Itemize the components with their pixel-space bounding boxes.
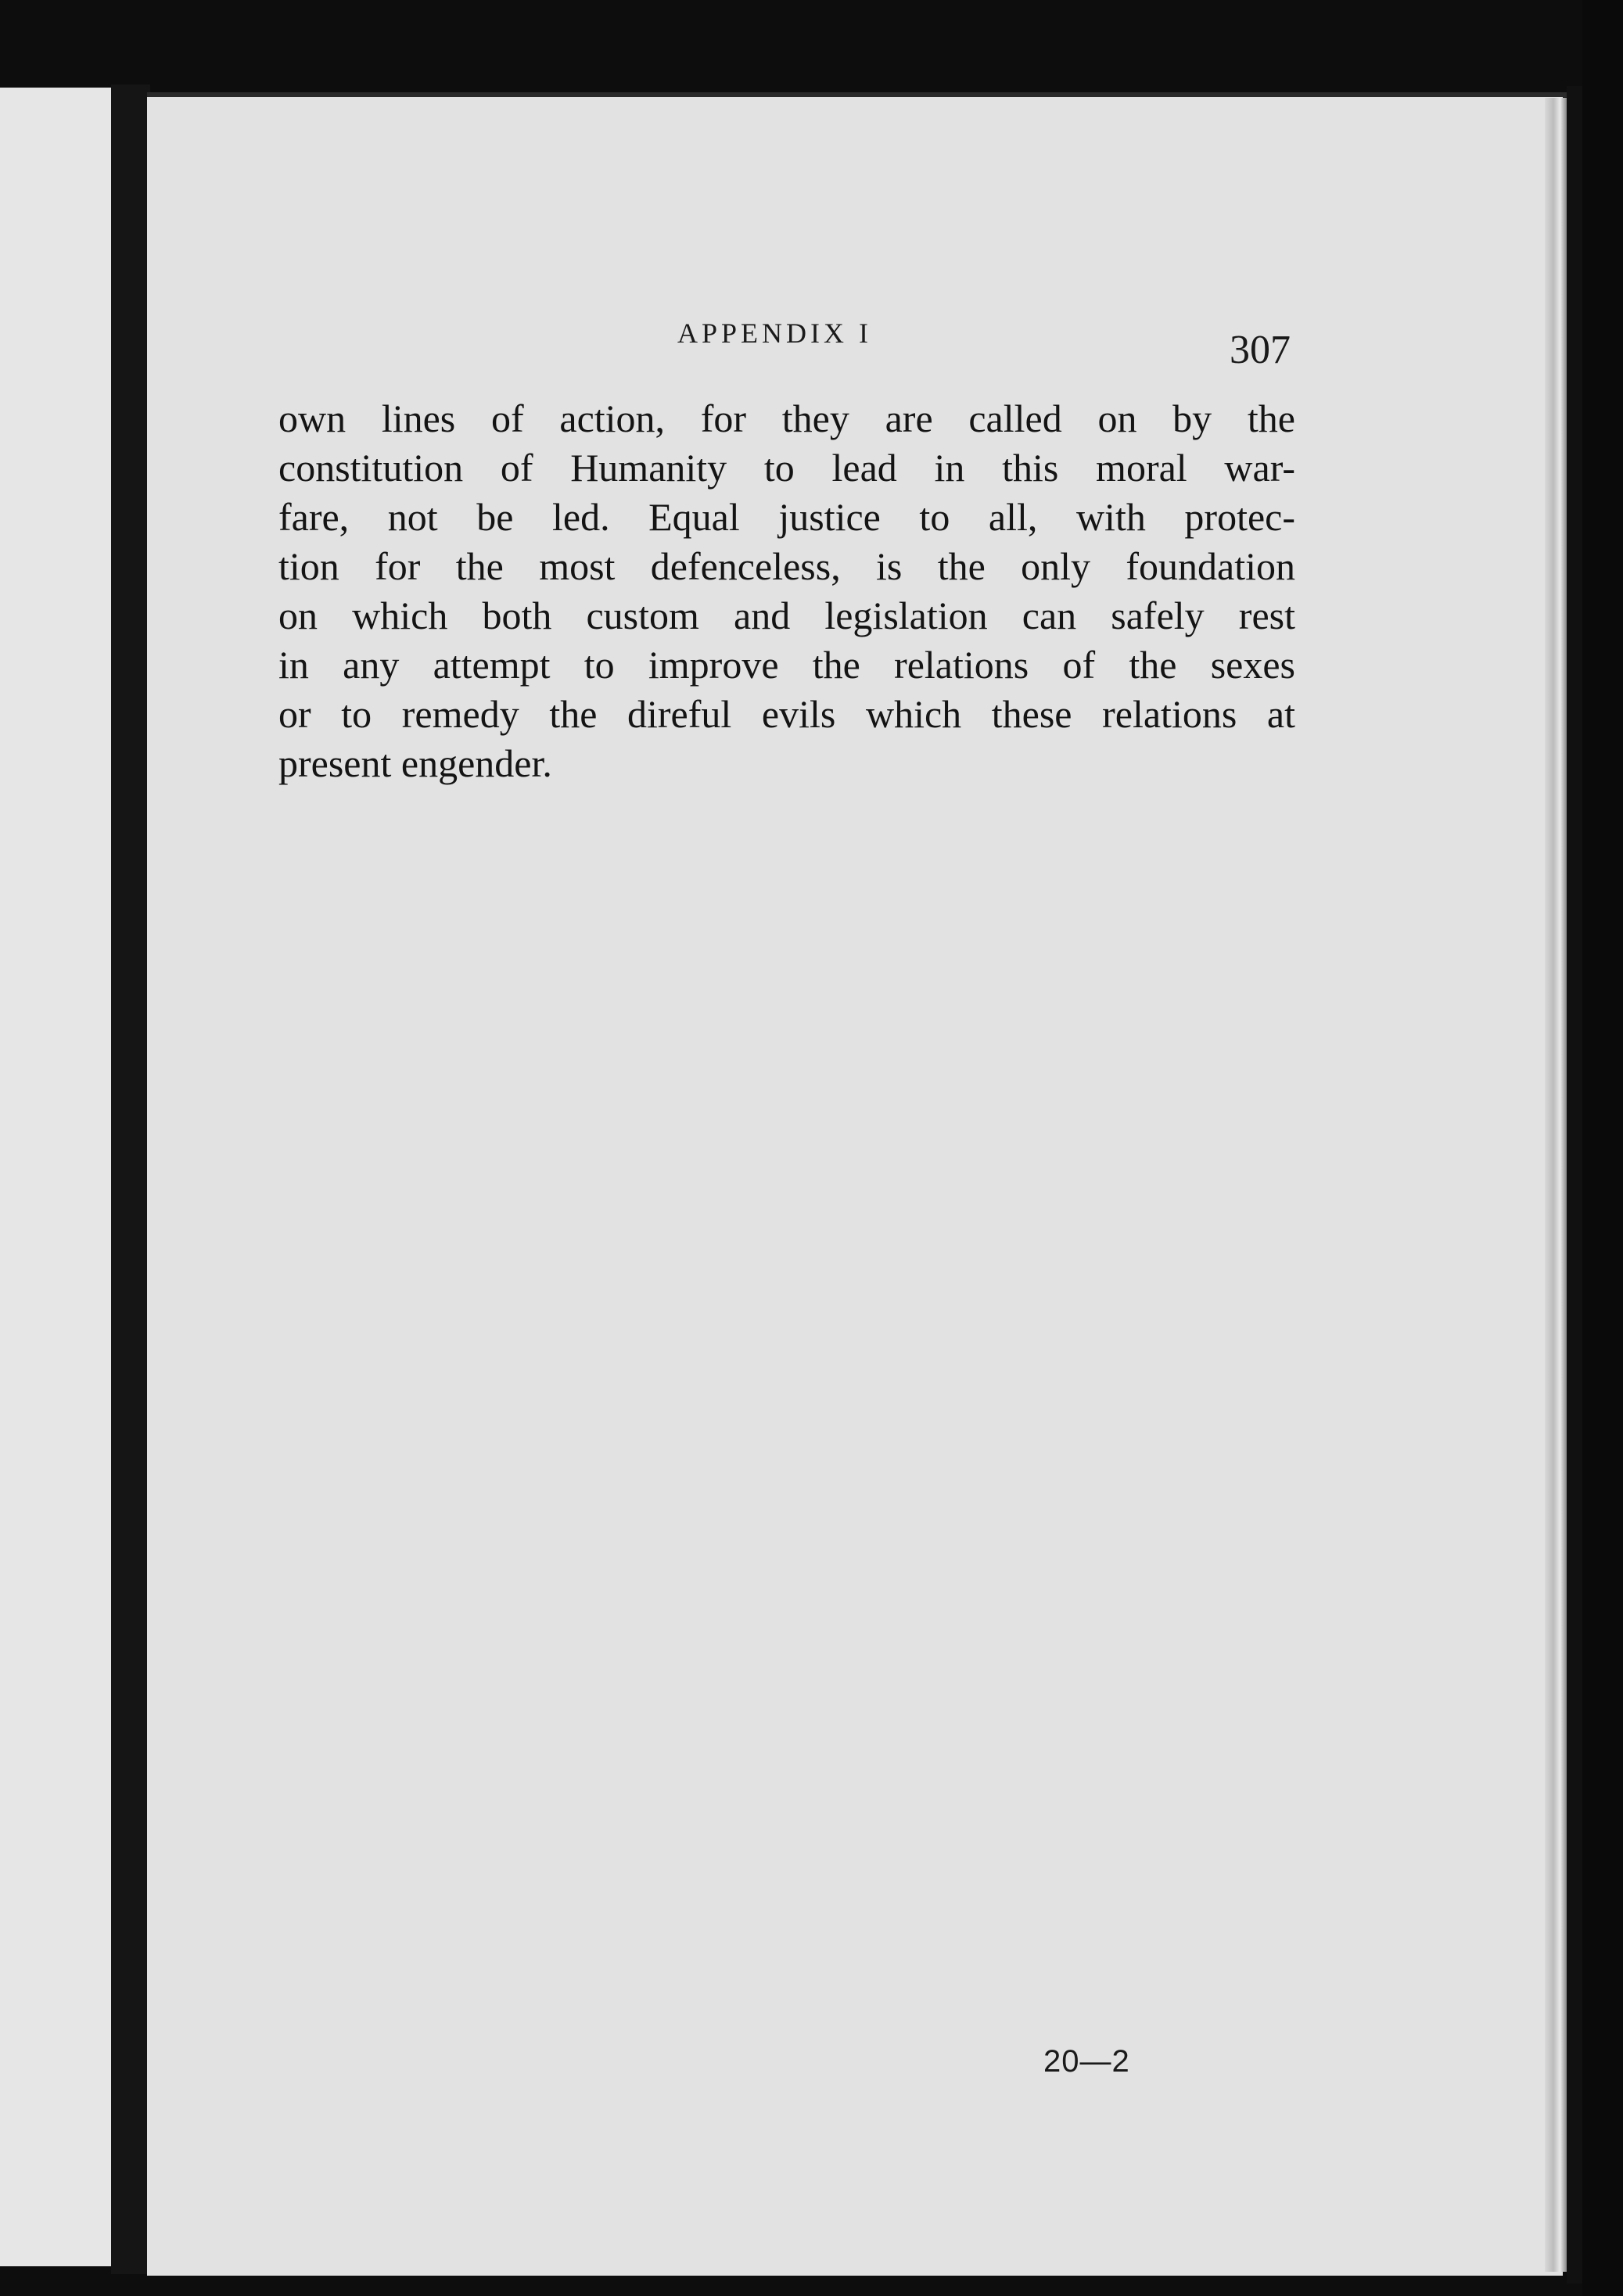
body-paragraph bbox=[278, 394, 1295, 788]
text-line: constitution of Humanity to lead in this moral war- bbox=[278, 446, 1295, 490]
text-line: in any attempt to improve the relations of the sexes bbox=[278, 643, 1295, 687]
text-line: or to remedy the direful evils which these relations at bbox=[278, 692, 1295, 736]
page-fore-edge bbox=[1545, 98, 1567, 2272]
text-line: on which both custom and legislation can safely rest bbox=[278, 594, 1295, 637]
signature-mark: 20—2 bbox=[1043, 2044, 1130, 2079]
running-head: APPENDIX I bbox=[677, 317, 873, 349]
scan-border bbox=[1582, 0, 1623, 2296]
cover-edge bbox=[1567, 86, 1582, 2283]
text-line: present engender. bbox=[278, 741, 552, 785]
facing-page-edge bbox=[0, 88, 111, 2266]
text-line: fare, not be led. Equal justice to all, with protec- bbox=[278, 495, 1295, 539]
text-line: own lines of action, for they are called on by the bbox=[278, 396, 1295, 440]
book-gutter bbox=[111, 84, 150, 2274]
page-top-edge bbox=[147, 92, 1571, 97]
page-number: 307 bbox=[1230, 328, 1291, 372]
text-line: tion for the most defenceless, is the only foundation bbox=[278, 544, 1295, 588]
